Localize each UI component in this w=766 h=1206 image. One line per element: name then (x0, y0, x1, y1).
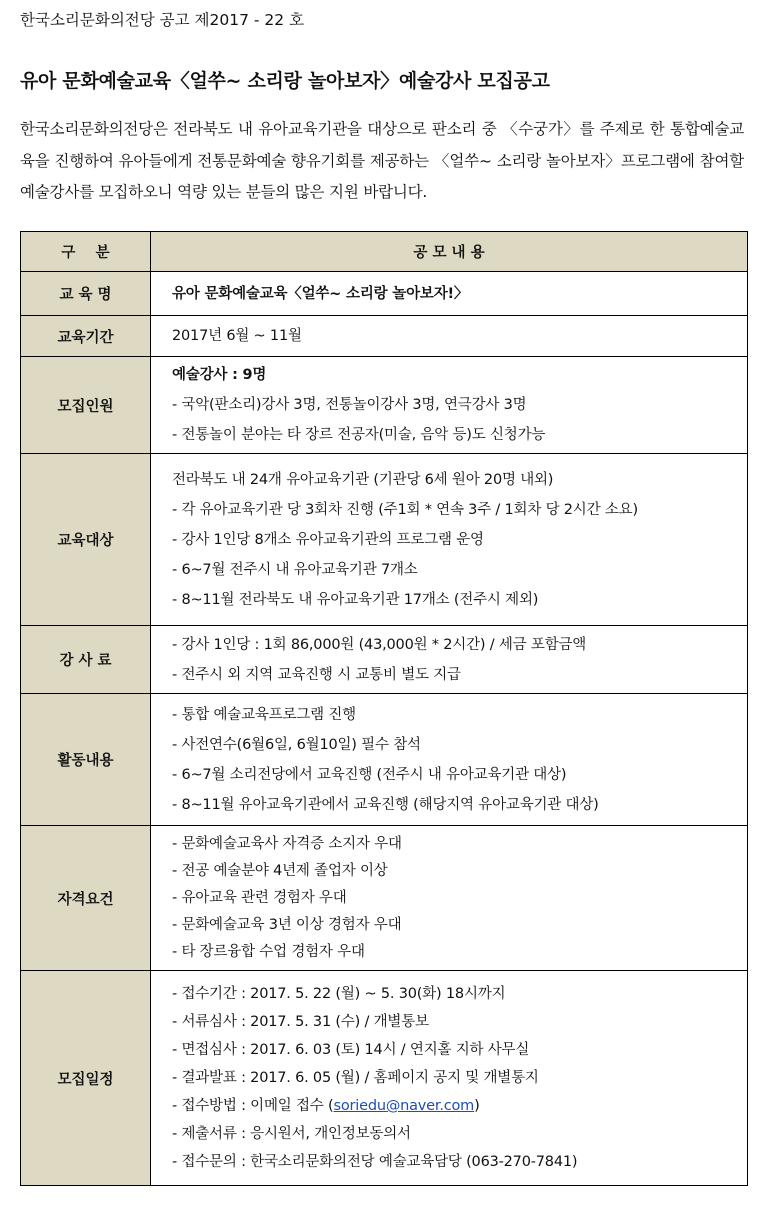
label-fee: 강 사 료 (21, 626, 151, 694)
schedule-method-line (172, 1092, 747, 1120)
qualify-line: - 유아교육 관련 경험자 우대 (172, 889, 347, 906)
target-cell (151, 454, 748, 626)
schedule-cell (151, 971, 748, 1186)
intro-paragraph: 한국소리문화의전당은 전라북도 내 유아교육기관을 대상으로 판소리 중 〈수궁가〉를 주제로 한 통합예술교육을 진행하여 유아들에게 전통문화예술 향유기회를 제공하는 〈얼쑤~ 소리랑 놀아보자〉프로그램에 참여할 예술강사를 모집하오니 역량 있는 분들의 많은 지원 바랍니다. (20, 120, 744, 201)
fee-line: - 전주시 외 지역 교육진행 시 교통비 별도 지급 (172, 666, 461, 683)
target-line: - 8~11월 전라북도 내 유아교육기관 17개소 (전주시 제외) (172, 591, 539, 608)
method-suffix: ) (474, 1098, 480, 1114)
schedule-line: - 제출서류 : 응시원서, 개인정보동의서 (172, 1126, 411, 1142)
activity-line: - 8~11월 유아교육기관에서 교육진행 (해당지역 유아교육기관 대상) (172, 796, 599, 813)
edu-period-cell (151, 316, 748, 357)
recruit-cell (151, 357, 748, 454)
activity-line: - 사전연수(6월6일, 6월10일) 필수 참석 (172, 736, 421, 753)
qualify-line: - 문화예술교육 3년 이상 경험자 우대 (172, 916, 402, 933)
schedule-line: - 서류심사 : 2017. 5. 31 (수) / 개별통보 (172, 1014, 429, 1030)
fee-line: - 강사 1인당 : 1회 86,000원 (43,000원 * 2시간) / 세금 포함금액 (172, 636, 587, 653)
target-line: - 6~7월 전주시 내 유아교육기관 7개소 (172, 561, 418, 578)
target-line: 전라북도 내 24개 유아교육기관 (기관당 6세 원아 20명 내외) (172, 471, 554, 488)
label-schedule: 모집일정 (21, 971, 151, 1186)
method-prefix: - 접수방법 : 이메일 접수 ( (172, 1098, 334, 1114)
recruit-line: 예술강사 : 9명 (172, 367, 267, 383)
qualify-line: - 문화예술교육사 자격증 소지자 우대 (172, 835, 402, 852)
target-line: - 강사 1인당 8개소 유아교육기관의 프로그램 운영 (172, 531, 484, 548)
schedule-line: - 접수문의 : 한국소리문화의전당 예술교육담당 (063-270-7841) (172, 1154, 578, 1170)
target-line: - 각 유아교육기관 당 3회차 진행 (주1회 * 연속 3주 / 1회차 당 2시간 소요) (172, 501, 638, 518)
edu-name-cell (151, 272, 748, 316)
announcement-number: 한국소리문화의전당 공고 제2017 - 22 호 (20, 11, 305, 29)
qualify-line: - 전공 예술분야 4년제 졸업자 이상 (172, 862, 388, 879)
schedule-line: - 결과발표 : 2017. 6. 05 (월) / 홈페이지 공지 및 개별통지 (172, 1070, 539, 1086)
activity-line: - 6~7월 소리전당에서 교육진행 (전주시 내 유아교육기관 대상) (172, 766, 567, 783)
header-category: 구 분 (21, 232, 151, 272)
email-link[interactable]: soriedu@naver.com (333, 1098, 475, 1114)
activity-line: - 통합 예술교육프로그램 진행 (172, 706, 356, 723)
schedule-line: - 면접심사 : 2017. 6. 03 (토) 14시 / 연지홀 지하 사무실 (172, 1042, 530, 1058)
label-edu-name: 교 육 명 (21, 272, 151, 316)
recruit-line: - 전통놀이 분야는 타 장르 전공자(미술, 음악 등)도 신청가능 (172, 427, 546, 443)
schedule-line: - 접수기간 : 2017. 5. 22 (월) ~ 5. 30(화) 18시까지 (172, 986, 506, 1002)
label-activity: 활동내용 (21, 694, 151, 826)
label-qualify: 자격요건 (21, 826, 151, 971)
edu-name-value: 유아 문화예술교육〈얼쑤~ 소리랑 놀아보자!〉 (172, 285, 469, 302)
recruitment-table (20, 231, 748, 1186)
qualify-cell (151, 826, 748, 971)
page-title: 유아 문화예술교육〈얼쑤~ 소리랑 놀아보자〉예술강사 모집공고 (20, 70, 550, 92)
edu-period-value: 2017년 6월 ~ 11월 (172, 328, 302, 344)
fee-cell (151, 626, 748, 694)
label-target: 교육대상 (21, 454, 151, 626)
qualify-line: - 타 장르융합 수업 경험자 우대 (172, 943, 365, 960)
activity-cell (151, 694, 748, 826)
header-content: 공 모 내 용 (151, 232, 748, 272)
label-recruit: 모집인원 (21, 357, 151, 454)
recruit-line: - 국악(판소리)강사 3명, 전통놀이강사 3명, 연극강사 3명 (172, 397, 527, 413)
label-edu-period: 교육기간 (21, 316, 151, 357)
